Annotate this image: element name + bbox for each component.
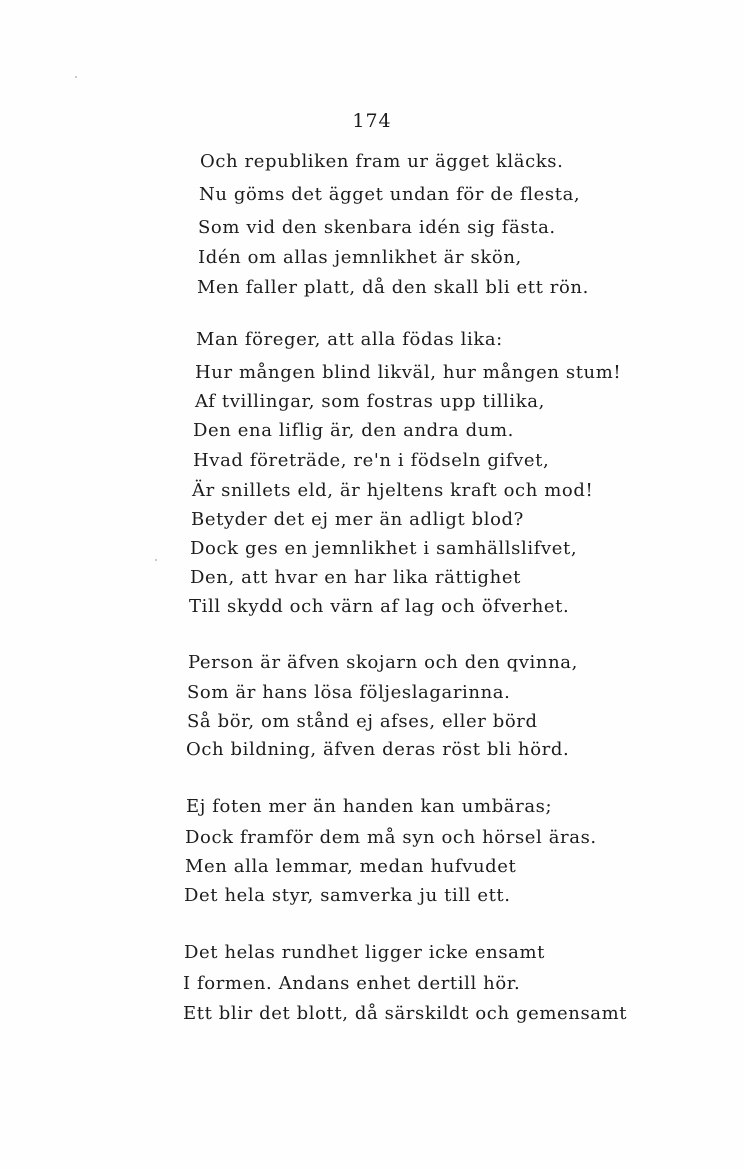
poem-line: I formen. Andans enhet dertill hör. (183, 973, 521, 994)
poem-line: Dock ges en jemnlikhet i samhällslifvet, (190, 538, 578, 559)
poem-line: Så bör, om stånd ej afses, eller börd (187, 711, 538, 732)
poem-line: Af tvillingar, som fostras upp tillika, (195, 391, 545, 412)
poem-line: Ett blir det blott, då särskildt och gemensamt (183, 1003, 628, 1024)
poem-line: Hvad företräde, re'n i födseln gifvet, (193, 450, 550, 471)
poem-line: Den ena liflig är, den andra dum. (193, 420, 514, 441)
poem-line: Är snillets eld, är hjeltens kraft och mod! (192, 480, 594, 501)
poem-line: Och bildning, äfven deras röst bli hörd. (186, 739, 570, 760)
poem-line: Men faller platt, då den skall bli ett rön. (197, 277, 589, 298)
poem-line: Ej foten mer än handen kan umbäras; (186, 796, 553, 817)
poem-line: Betyder det ej mer än adligt blod? (191, 509, 524, 530)
poem-line: Det hela styr, samverka ju till ett. (184, 885, 511, 906)
poem-line: Och republiken fram ur ägget kläcks. (200, 151, 564, 172)
poem-line: Som vid den skenbara idén sig fästa. (198, 217, 556, 238)
poem-line: Hur mången blind likväl, hur mången stum! (195, 362, 622, 383)
paper-speck (155, 559, 157, 561)
poem-line: Person är äfven skojarn och den qvinna, (188, 652, 578, 673)
poem-line: Det helas rundhet ligger icke ensamt (184, 942, 546, 963)
poem-line: Men alla lemmar, medan hufvudet (185, 856, 517, 877)
poem-line: Man föreger, att alla födas lika: (196, 329, 503, 350)
poem-line: Idén om allas jemnlikhet är skön, (198, 247, 522, 268)
page-number: 174 (352, 110, 392, 132)
poem-line: Den, att hvar en har lika rättighet (190, 567, 521, 588)
poem-line: Till skydd och värn af lag och öfverhet. (189, 596, 570, 617)
poem-line: Som är hans lösa följeslagarinna. (187, 682, 511, 703)
poem-line: Dock framför dem må syn och hörsel äras. (185, 827, 597, 848)
poem-line: Nu göms det ägget undan för de flesta, (199, 184, 581, 205)
paper-speck (75, 76, 77, 78)
